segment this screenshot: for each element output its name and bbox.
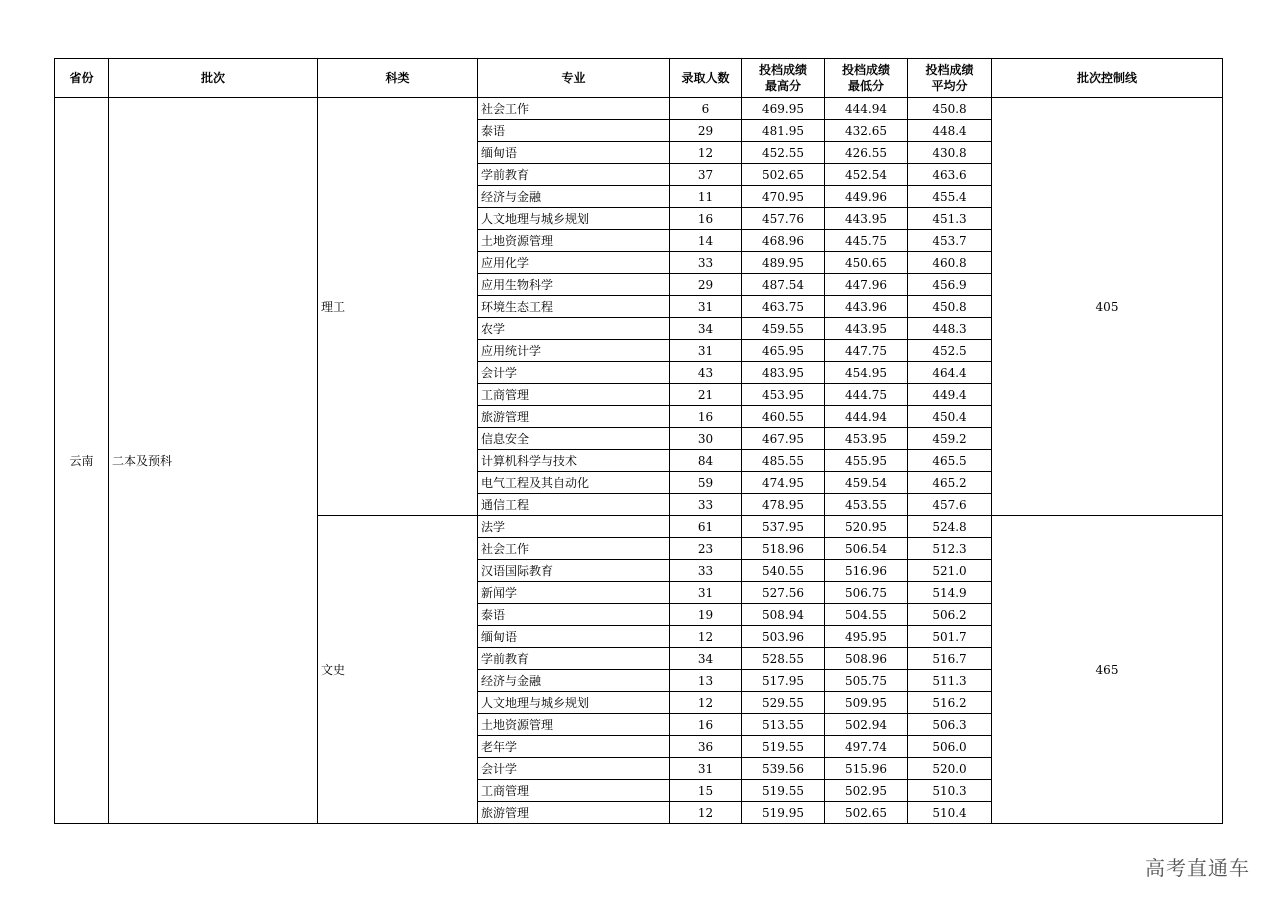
min-score-cell: 426.55 bbox=[825, 142, 908, 164]
avg-score-cell: 501.7 bbox=[908, 626, 992, 648]
min-score-cell: 506.54 bbox=[825, 538, 908, 560]
avg-score-cell: 456.9 bbox=[908, 274, 992, 296]
min-score-cell: 444.75 bbox=[825, 384, 908, 406]
major-cell: 泰语 bbox=[478, 604, 670, 626]
min-score-cell: 443.96 bbox=[825, 296, 908, 318]
max-score-cell: 517.95 bbox=[742, 670, 825, 692]
major-cell: 土地资源管理 bbox=[478, 714, 670, 736]
avg-score-cell: 516.2 bbox=[908, 692, 992, 714]
major-cell: 旅游管理 bbox=[478, 406, 670, 428]
min-score-cell: 453.95 bbox=[825, 428, 908, 450]
avg-score-cell: 506.2 bbox=[908, 604, 992, 626]
min-score-cell: 443.95 bbox=[825, 208, 908, 230]
admitted-cell: 33 bbox=[670, 494, 742, 516]
max-score-cell: 503.96 bbox=[742, 626, 825, 648]
admitted-cell: 19 bbox=[670, 604, 742, 626]
header-min-line1: 投档成绩 bbox=[841, 63, 890, 77]
min-score-cell: 495.95 bbox=[825, 626, 908, 648]
max-score-cell: 508.94 bbox=[742, 604, 825, 626]
header-category: 科类 bbox=[318, 59, 478, 98]
max-score-cell: 483.95 bbox=[742, 362, 825, 384]
max-score-cell: 513.55 bbox=[742, 714, 825, 736]
table-row bbox=[55, 98, 1223, 120]
min-score-cell: 445.75 bbox=[825, 230, 908, 252]
major-cell: 信息安全 bbox=[478, 428, 670, 450]
avg-score-cell: 451.3 bbox=[908, 208, 992, 230]
admitted-cell: 84 bbox=[670, 450, 742, 472]
control-line-cell: 465 bbox=[992, 516, 1223, 824]
avg-score-cell: 465.5 bbox=[908, 450, 992, 472]
admitted-cell: 31 bbox=[670, 296, 742, 318]
avg-score-cell: 510.3 bbox=[908, 780, 992, 802]
admitted-cell: 34 bbox=[670, 318, 742, 340]
major-cell: 人文地理与城乡规划 bbox=[478, 208, 670, 230]
admitted-cell: 34 bbox=[670, 648, 742, 670]
min-score-cell: 509.95 bbox=[825, 692, 908, 714]
batch-cell: 二本及预科 bbox=[109, 98, 318, 824]
major-cell: 社会工作 bbox=[478, 98, 670, 120]
min-score-cell: 453.55 bbox=[825, 494, 908, 516]
avg-score-cell: 455.4 bbox=[908, 186, 992, 208]
min-score-cell: 459.54 bbox=[825, 472, 908, 494]
major-cell: 土地资源管理 bbox=[478, 230, 670, 252]
max-score-cell: 519.55 bbox=[742, 780, 825, 802]
max-score-cell: 540.55 bbox=[742, 560, 825, 582]
max-score-cell: 465.95 bbox=[742, 340, 825, 362]
admitted-cell: 31 bbox=[670, 758, 742, 780]
max-score-cell: 453.95 bbox=[742, 384, 825, 406]
max-score-cell: 518.96 bbox=[742, 538, 825, 560]
max-score-cell: 481.95 bbox=[742, 120, 825, 142]
max-score-cell: 519.95 bbox=[742, 802, 825, 824]
admitted-cell: 16 bbox=[670, 208, 742, 230]
max-score-cell: 539.56 bbox=[742, 758, 825, 780]
max-score-cell: 519.55 bbox=[742, 736, 825, 758]
min-score-cell: 455.95 bbox=[825, 450, 908, 472]
min-score-cell: 447.96 bbox=[825, 274, 908, 296]
header-batch: 批次 bbox=[109, 59, 318, 98]
max-score-cell: 457.76 bbox=[742, 208, 825, 230]
min-score-cell: 504.55 bbox=[825, 604, 908, 626]
header-province: 省份 bbox=[55, 59, 109, 98]
category-cell: 文史 bbox=[318, 516, 478, 824]
avg-score-cell: 506.3 bbox=[908, 714, 992, 736]
max-score-cell: 487.54 bbox=[742, 274, 825, 296]
major-cell: 学前教育 bbox=[478, 648, 670, 670]
max-score-cell: 478.95 bbox=[742, 494, 825, 516]
max-score-cell: 467.95 bbox=[742, 428, 825, 450]
major-cell: 新闻学 bbox=[478, 582, 670, 604]
avg-score-cell: 516.7 bbox=[908, 648, 992, 670]
admitted-cell: 37 bbox=[670, 164, 742, 186]
major-cell: 老年学 bbox=[478, 736, 670, 758]
admitted-cell: 12 bbox=[670, 142, 742, 164]
table-body bbox=[55, 98, 1223, 824]
admitted-cell: 13 bbox=[670, 670, 742, 692]
avg-score-cell: 463.6 bbox=[908, 164, 992, 186]
avg-score-cell: 520.0 bbox=[908, 758, 992, 780]
min-score-cell: 452.54 bbox=[825, 164, 908, 186]
major-cell: 经济与金融 bbox=[478, 670, 670, 692]
header-max-line2: 最高分 bbox=[764, 79, 801, 93]
header-major: 专业 bbox=[478, 59, 670, 98]
avg-score-cell: 459.2 bbox=[908, 428, 992, 450]
major-cell: 工商管理 bbox=[478, 780, 670, 802]
min-score-cell: 515.96 bbox=[825, 758, 908, 780]
min-score-cell: 502.95 bbox=[825, 780, 908, 802]
max-score-cell: 469.95 bbox=[742, 98, 825, 120]
avg-score-cell: 510.4 bbox=[908, 802, 992, 824]
max-score-cell: 460.55 bbox=[742, 406, 825, 428]
admitted-cell: 21 bbox=[670, 384, 742, 406]
admitted-cell: 23 bbox=[670, 538, 742, 560]
major-cell: 人文地理与城乡规划 bbox=[478, 692, 670, 714]
avg-score-cell: 506.0 bbox=[908, 736, 992, 758]
header-max-score bbox=[742, 59, 825, 98]
major-cell: 环境生态工程 bbox=[478, 296, 670, 318]
min-score-cell: 516.96 bbox=[825, 560, 908, 582]
min-score-cell: 454.95 bbox=[825, 362, 908, 384]
avg-score-cell: 450.8 bbox=[908, 98, 992, 120]
admitted-cell: 15 bbox=[670, 780, 742, 802]
admitted-cell: 12 bbox=[670, 626, 742, 648]
major-cell: 汉语国际教育 bbox=[478, 560, 670, 582]
major-cell: 应用统计学 bbox=[478, 340, 670, 362]
avg-score-cell: 457.6 bbox=[908, 494, 992, 516]
avg-score-cell: 450.8 bbox=[908, 296, 992, 318]
min-score-cell: 497.74 bbox=[825, 736, 908, 758]
admitted-cell: 16 bbox=[670, 714, 742, 736]
major-cell: 缅甸语 bbox=[478, 142, 670, 164]
admitted-cell: 33 bbox=[670, 252, 742, 274]
major-cell: 农学 bbox=[478, 318, 670, 340]
admitted-cell: 43 bbox=[670, 362, 742, 384]
header-avg-line2: 平均分 bbox=[931, 79, 968, 93]
min-score-cell: 444.94 bbox=[825, 98, 908, 120]
min-score-cell: 450.65 bbox=[825, 252, 908, 274]
control-line-cell: 405 bbox=[992, 98, 1223, 516]
admission-scores-table bbox=[54, 58, 1223, 824]
max-score-cell: 474.95 bbox=[742, 472, 825, 494]
avg-score-cell: 524.8 bbox=[908, 516, 992, 538]
max-score-cell: 529.55 bbox=[742, 692, 825, 714]
admitted-cell: 33 bbox=[670, 560, 742, 582]
major-cell: 工商管理 bbox=[478, 384, 670, 406]
admitted-cell: 36 bbox=[670, 736, 742, 758]
max-score-cell: 502.65 bbox=[742, 164, 825, 186]
min-score-cell: 444.94 bbox=[825, 406, 908, 428]
avg-score-cell: 448.3 bbox=[908, 318, 992, 340]
admitted-cell: 31 bbox=[670, 582, 742, 604]
avg-score-cell: 511.3 bbox=[908, 670, 992, 692]
major-cell: 经济与金融 bbox=[478, 186, 670, 208]
major-cell: 计算机科学与技术 bbox=[478, 450, 670, 472]
major-cell: 社会工作 bbox=[478, 538, 670, 560]
max-score-cell: 527.56 bbox=[742, 582, 825, 604]
header-control-line: 批次控制线 bbox=[992, 59, 1223, 98]
max-score-cell: 528.55 bbox=[742, 648, 825, 670]
avg-score-cell: 460.8 bbox=[908, 252, 992, 274]
major-cell: 会计学 bbox=[478, 758, 670, 780]
admitted-cell: 30 bbox=[670, 428, 742, 450]
max-score-cell: 485.55 bbox=[742, 450, 825, 472]
avg-score-cell: 450.4 bbox=[908, 406, 992, 428]
major-cell: 应用生物科学 bbox=[478, 274, 670, 296]
max-score-cell: 463.75 bbox=[742, 296, 825, 318]
admitted-cell: 59 bbox=[670, 472, 742, 494]
min-score-cell: 502.65 bbox=[825, 802, 908, 824]
major-cell: 学前教育 bbox=[478, 164, 670, 186]
admitted-cell: 29 bbox=[670, 274, 742, 296]
min-score-cell: 502.94 bbox=[825, 714, 908, 736]
header-min-line2: 最低分 bbox=[847, 79, 884, 93]
major-cell: 泰语 bbox=[478, 120, 670, 142]
province-cell: 云南 bbox=[55, 98, 109, 824]
admitted-cell: 14 bbox=[670, 230, 742, 252]
avg-score-cell: 452.5 bbox=[908, 340, 992, 362]
avg-score-cell: 453.7 bbox=[908, 230, 992, 252]
header-avg-score bbox=[908, 59, 992, 98]
category-cell: 理工 bbox=[318, 98, 478, 516]
min-score-cell: 520.95 bbox=[825, 516, 908, 538]
admitted-cell: 11 bbox=[670, 186, 742, 208]
avg-score-cell: 430.8 bbox=[908, 142, 992, 164]
header-avg-line1: 投档成绩 bbox=[925, 63, 974, 77]
max-score-cell: 489.95 bbox=[742, 252, 825, 274]
admitted-cell: 12 bbox=[670, 692, 742, 714]
avg-score-cell: 512.3 bbox=[908, 538, 992, 560]
min-score-cell: 443.95 bbox=[825, 318, 908, 340]
major-cell: 通信工程 bbox=[478, 494, 670, 516]
admitted-cell: 6 bbox=[670, 98, 742, 120]
admitted-cell: 12 bbox=[670, 802, 742, 824]
min-score-cell: 449.96 bbox=[825, 186, 908, 208]
min-score-cell: 508.96 bbox=[825, 648, 908, 670]
avg-score-cell: 521.0 bbox=[908, 560, 992, 582]
max-score-cell: 452.55 bbox=[742, 142, 825, 164]
major-cell: 法学 bbox=[478, 516, 670, 538]
major-cell: 缅甸语 bbox=[478, 626, 670, 648]
major-cell: 应用化学 bbox=[478, 252, 670, 274]
major-cell: 旅游管理 bbox=[478, 802, 670, 824]
avg-score-cell: 449.4 bbox=[908, 384, 992, 406]
min-score-cell: 505.75 bbox=[825, 670, 908, 692]
avg-score-cell: 464.4 bbox=[908, 362, 992, 384]
header-min-score bbox=[825, 59, 908, 98]
major-cell: 电气工程及其自动化 bbox=[478, 472, 670, 494]
header-admitted: 录取人数 bbox=[670, 59, 742, 98]
admitted-cell: 16 bbox=[670, 406, 742, 428]
max-score-cell: 470.95 bbox=[742, 186, 825, 208]
admitted-cell: 31 bbox=[670, 340, 742, 362]
admitted-cell: 61 bbox=[670, 516, 742, 538]
admitted-cell: 29 bbox=[670, 120, 742, 142]
min-score-cell: 506.75 bbox=[825, 582, 908, 604]
avg-score-cell: 448.4 bbox=[908, 120, 992, 142]
watermark-text: 高考直通车 bbox=[1145, 856, 1250, 880]
major-cell: 会计学 bbox=[478, 362, 670, 384]
min-score-cell: 432.65 bbox=[825, 120, 908, 142]
table-header bbox=[55, 59, 1223, 98]
min-score-cell: 447.75 bbox=[825, 340, 908, 362]
avg-score-cell: 514.9 bbox=[908, 582, 992, 604]
header-max-line1: 投档成绩 bbox=[758, 63, 807, 77]
max-score-cell: 468.96 bbox=[742, 230, 825, 252]
max-score-cell: 459.55 bbox=[742, 318, 825, 340]
avg-score-cell: 465.2 bbox=[908, 472, 992, 494]
max-score-cell: 537.95 bbox=[742, 516, 825, 538]
